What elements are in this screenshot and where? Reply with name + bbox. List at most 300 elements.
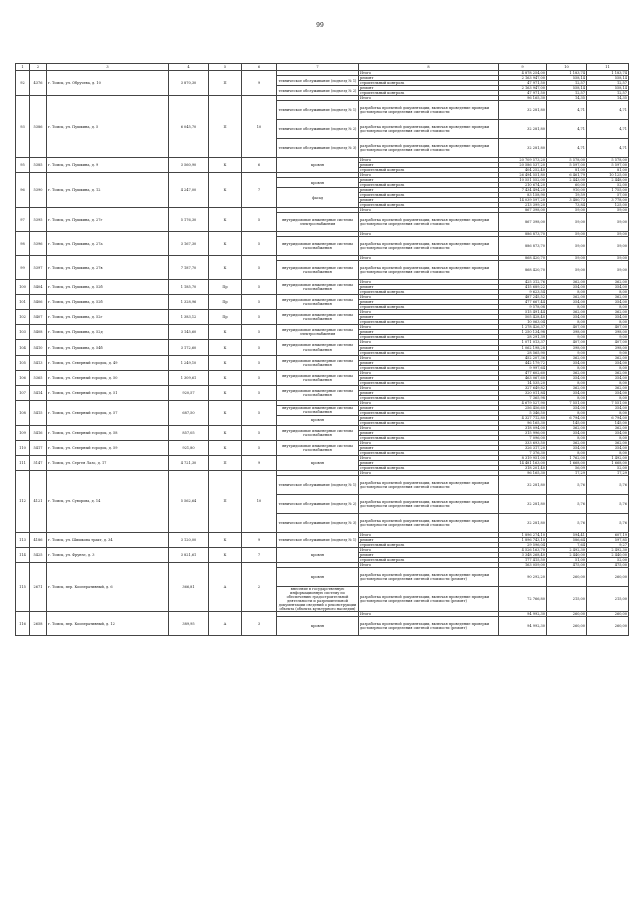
cost-cell: 28 565,90 xyxy=(499,350,547,355)
category-cell: К xyxy=(209,370,242,385)
service-type-cell: ремонт xyxy=(359,552,499,557)
limit-cost-cell: 59,00 xyxy=(587,256,629,261)
service-type-cell: разработка проектной документации, включая проведение проверки достоверности определения сметной стоимости (ремонт) xyxy=(359,587,499,612)
cost-cell: 32 281,80 xyxy=(499,101,547,120)
unit-cost-cell: 398,00 xyxy=(547,345,587,350)
floors-cell: 9 xyxy=(242,532,277,547)
category-cell: Пр xyxy=(209,280,242,295)
limit-cost-cell: 407,00 xyxy=(587,340,629,345)
unit-cost-cell: 8,00 xyxy=(547,450,587,455)
floors-cell: 3 xyxy=(242,612,277,636)
limit-cost-cell: 354,00 xyxy=(587,315,629,320)
service-type-cell: Итого xyxy=(359,370,499,375)
row-number-cell: 98 xyxy=(16,232,30,256)
service-type-cell: Итого xyxy=(359,96,499,101)
service-type-cell: Итого xyxy=(359,256,499,261)
work-type-cell: кровля xyxy=(277,178,359,188)
unit-cost-cell: 558,14 xyxy=(547,86,587,91)
floors-cell: 5 xyxy=(242,232,277,256)
address-cell: г. Томск, ул. Пушкина, д. 54б xyxy=(47,340,169,355)
address-cell: г. Томск, ул. Северный городок, д. 58 xyxy=(47,425,169,440)
limit-cost-cell: 407,00 xyxy=(587,325,629,330)
area-cell: 3 120,00 xyxy=(169,532,209,547)
floors-cell: 5 xyxy=(242,310,277,325)
limit-cost-cell: 125,00 xyxy=(587,203,629,208)
service-type-cell: строительный контроль xyxy=(359,168,499,173)
cost-cell: 327 649,82 xyxy=(499,385,547,390)
floors-cell: 5 xyxy=(242,325,277,340)
address-cell: г. Томск, ул. Пушкина, д. 5 xyxy=(47,96,169,158)
work-type-cell: техническое обслуживание (подъезд № 1) xyxy=(277,475,359,494)
category-cell: К xyxy=(209,385,242,400)
address-cell: г. Томск, пер. Кооперативный, д. 6 xyxy=(47,563,169,612)
limit-cost-cell: 59,00 xyxy=(587,237,629,256)
cost-cell: 26 494 551,80 xyxy=(499,173,547,178)
category-cell: П xyxy=(209,96,242,158)
unit-cost-cell: 354,00 xyxy=(547,375,587,380)
column-number: 2 xyxy=(30,64,47,71)
cost-cell: 4 679 527,90 xyxy=(499,400,547,405)
service-type-cell: ремонт xyxy=(359,360,499,365)
unit-cost-cell: 5,76 xyxy=(547,494,587,513)
cost-cell: 425 312,76 xyxy=(499,280,547,285)
unit-cost-cell: 407,00 xyxy=(547,325,587,330)
area-cell: 1 309,61 xyxy=(169,370,209,385)
service-type-cell: строительный контроль xyxy=(359,420,499,425)
floors-cell: 5 xyxy=(242,355,277,370)
service-type-cell: Итого xyxy=(359,71,499,76)
row-number-cell: 106 xyxy=(16,370,30,385)
house-id-cell: 5406 xyxy=(30,295,47,310)
work-type-cell: кровля xyxy=(277,547,359,562)
house-id-cell: 5147 xyxy=(30,455,47,470)
category-cell: А xyxy=(209,612,242,636)
unit-cost-cell: 910,00 xyxy=(547,188,587,193)
address-cell: г. Томск, ул. Пушкина, д. 52б xyxy=(47,295,169,310)
house-id-cell: 5416 xyxy=(30,425,47,440)
limit-cost-cell: 7 551,00 xyxy=(587,400,629,405)
service-type-cell: ремонт xyxy=(359,460,499,465)
cost-cell: 886 873,70 xyxy=(499,237,547,256)
cost-cell: 47 971,50 xyxy=(499,91,547,96)
cost-cell: 20 709 573,20 xyxy=(499,158,547,163)
limit-cost-cell: 8,00 xyxy=(587,290,629,295)
limit-cost-cell: 52,00 xyxy=(587,465,629,470)
cost-cell: 452 207,36 xyxy=(499,355,547,360)
limit-cost-cell: 260,00 xyxy=(587,617,629,636)
limit-cost-cell: 12,57 xyxy=(587,91,629,96)
limit-cost-cell: 59,00 xyxy=(587,213,629,232)
service-type-cell: Итого xyxy=(359,355,499,360)
limit-cost-cell: 362,00 xyxy=(587,355,629,360)
address-cell: г. Томск, ул. Пушкина, д. 52д xyxy=(47,325,169,340)
limit-cost-cell: 2 448,00 xyxy=(587,178,629,183)
unit-cost-cell: 558,14 xyxy=(547,76,587,81)
limit-cost-cell: 5,76 xyxy=(587,513,629,532)
row-number-cell: 92 xyxy=(16,71,30,96)
unit-cost-cell: 73,84 xyxy=(547,203,587,208)
service-type-cell: ремонт xyxy=(359,330,499,335)
unit-cost-cell: 2 440,00 xyxy=(547,552,587,557)
unit-cost-cell: 60,00 xyxy=(547,183,587,188)
house-id-cell: 5385 xyxy=(30,158,47,173)
cost-cell: 96 165,30 xyxy=(499,420,547,425)
unit-cost-cell: 362,00 xyxy=(547,370,587,375)
unit-cost-cell: 14,35 xyxy=(547,96,587,101)
house-id-cell: 5413 xyxy=(30,355,47,370)
cost-cell: 9 578,08 xyxy=(499,305,547,310)
cost-cell: 7 365,98 xyxy=(499,395,547,400)
category-cell: П xyxy=(209,470,242,532)
cost-cell: 29 596,04 xyxy=(499,542,547,547)
category-cell: К xyxy=(209,256,242,280)
house-id-cell: 5415 xyxy=(30,400,47,425)
limit-cost-cell: 52,00 xyxy=(587,183,629,188)
unit-cost-cell: 586,64 xyxy=(547,537,587,542)
work-type-cell: внутридомовые инженерные системы газоснабжения xyxy=(277,405,359,415)
floors-cell: 9 xyxy=(242,71,277,96)
area-cell: 3 167,30 xyxy=(169,232,209,256)
service-type-cell: Итого xyxy=(359,532,499,537)
limit-cost-cell: 354,00 xyxy=(587,285,629,290)
cost-cell: 477 602,60 xyxy=(499,370,547,375)
work-type-cell: внутридомовые инженерные системы газоснабжения xyxy=(277,370,359,385)
cost-cell: 28 291,39 xyxy=(499,335,547,340)
row-number-cell: 114 xyxy=(16,547,30,562)
work-type-cell: кровля xyxy=(277,455,359,470)
unit-cost-cell: 51,00 xyxy=(547,557,587,562)
service-type-cell: Итого xyxy=(359,612,499,617)
cost-cell: 7 376,30 xyxy=(499,450,547,455)
cost-cell: 210 674,20 xyxy=(499,183,547,188)
area-cell: 4 247,00 xyxy=(169,173,209,208)
table-row xyxy=(16,340,629,345)
work-type-cell: внутридомовые инженерные системы газоснабжения xyxy=(277,261,359,280)
cost-cell: 4 327 712,80 xyxy=(499,415,547,420)
service-type-cell: ремонт xyxy=(359,430,499,435)
unit-cost-cell: 4,71 xyxy=(547,139,587,158)
service-type-cell: строительный контроль xyxy=(359,395,499,400)
address-cell: г. Томск, ул. Северный городок, д. 57 xyxy=(47,400,169,425)
service-type-cell: ремонт xyxy=(359,415,499,420)
unit-cost-cell: 8,00 xyxy=(547,380,587,385)
cost-cell: 2 163 947,00 xyxy=(499,76,547,81)
service-type-cell: ремонт xyxy=(359,198,499,203)
service-type-cell: ремонт xyxy=(359,86,499,91)
limit-cost-cell: 9,00 xyxy=(587,350,629,355)
area-cell: 1 383,12 xyxy=(169,310,209,325)
area-cell: 389,95 xyxy=(169,612,209,636)
address-cell: г. Томск, ул. Пушкина, д. 9 xyxy=(47,158,169,173)
unit-cost-cell: 59,00 xyxy=(547,256,587,261)
house-id-cell: 5417 xyxy=(30,440,47,455)
limit-cost-cell: 4,71 xyxy=(587,120,629,139)
category-cell: К xyxy=(209,547,242,562)
service-type-cell: Итого xyxy=(359,455,499,460)
unit-cost-cell: 19,59 xyxy=(547,193,587,198)
cost-cell: 318 094,00 xyxy=(499,425,547,430)
unit-cost-cell: 260,00 xyxy=(547,617,587,636)
category-cell: К xyxy=(209,532,242,547)
row-number-cell: 110 xyxy=(16,440,30,455)
unit-cost-cell: 9,00 xyxy=(547,350,587,355)
floors-cell: 9 xyxy=(242,455,277,470)
unit-cost-cell: 8,00 xyxy=(547,305,587,310)
work-type-cell: техническое обслуживание (подъезд № 1) xyxy=(277,101,359,120)
column-number: 5 xyxy=(209,64,242,71)
table-row xyxy=(16,280,629,285)
service-type-cell: Итого xyxy=(359,158,499,163)
house-id-cell: 5425 xyxy=(30,547,47,562)
row-number-cell: 108 xyxy=(16,400,30,425)
unit-cost-cell: 407,00 xyxy=(547,340,587,345)
limit-cost-cell: 52,00 xyxy=(587,557,629,562)
table-row xyxy=(16,455,629,460)
unit-cost-cell: 8,00 xyxy=(547,410,587,415)
service-type-cell: ремонт xyxy=(359,315,499,320)
unit-cost-cell: 1 183,74 xyxy=(547,71,587,76)
category-cell: К xyxy=(209,425,242,440)
service-type-cell: разработка проектной документации, включая проведение проверки достоверности определения сметной стоимости xyxy=(359,475,499,494)
area-cell: 1 249,10 xyxy=(169,355,209,370)
area-cell: 6 045,70 xyxy=(169,96,209,158)
service-type-cell: строительный контроль xyxy=(359,91,499,96)
service-type-cell: ремонт xyxy=(359,188,499,193)
cost-cell: 4 526 163,70 xyxy=(499,547,547,552)
unit-cost-cell: 81,00 xyxy=(547,168,587,173)
limit-cost-cell: 260,00 xyxy=(587,612,629,617)
limit-cost-cell: 81,00 xyxy=(587,168,629,173)
service-type-cell: Итого xyxy=(359,280,499,285)
address-cell: г. Томск, ул. Шишкова тракт, д. 34 xyxy=(47,532,169,547)
address-cell: г. Томск, ул. Пушкина, д. 27г xyxy=(47,208,169,232)
cost-cell: 213 399,20 xyxy=(499,203,547,208)
cost-cell: 14 535,20 xyxy=(499,380,547,385)
cost-cell: 867 398,00 xyxy=(499,208,547,213)
house-id-cell: 5397 xyxy=(30,256,47,280)
service-type-cell: строительный контроль xyxy=(359,365,499,370)
limit-cost-cell: 354,00 xyxy=(587,300,629,305)
table-row xyxy=(16,158,629,163)
floors-cell: 5 xyxy=(242,295,277,310)
cost-cell: 463 067,60 xyxy=(499,375,547,380)
service-type-cell: разработка проектной документации, включая проведение проверки достоверности определения сметной стоимости xyxy=(359,237,499,256)
work-type-cell: внутридомовые инженерные системы газоснабжения xyxy=(277,340,359,355)
limit-cost-cell: 354,00 xyxy=(587,430,629,435)
floors-cell: 7 xyxy=(242,547,277,562)
address-cell: г. Томск, ул. Суворова, д. 14 xyxy=(47,470,169,532)
category-cell: К xyxy=(209,440,242,455)
address-cell: г. Томск, ул. Пушкина, д. 52б xyxy=(47,280,169,295)
house-id-cell: 5408 xyxy=(30,325,47,340)
service-type-cell: строительный контроль xyxy=(359,81,499,86)
limit-cost-cell: 5 578,00 xyxy=(587,158,629,163)
unit-cost-cell: 362,00 xyxy=(547,310,587,315)
limit-cost-cell: 17,29 xyxy=(587,470,629,475)
service-type-cell: ремонт xyxy=(359,163,499,168)
floors-cell: 7 xyxy=(242,173,277,208)
limit-cost-cell: 1 492,00 xyxy=(587,455,629,460)
limit-cost-cell: 8,00 xyxy=(587,365,629,370)
area-cell: 3 145,60 xyxy=(169,325,209,340)
house-id-cell: 5407 xyxy=(30,310,47,325)
limit-cost-cell: 5,76 xyxy=(587,494,629,513)
area-cell: 857,05 xyxy=(169,425,209,440)
house-id-cell: 5410 xyxy=(30,340,47,355)
cost-cell: 4 878 254,00 xyxy=(499,71,547,76)
cost-cell: 163 059,00 xyxy=(499,563,547,568)
column-number: 7 xyxy=(277,64,359,71)
unit-cost-cell: 354,00 xyxy=(547,300,587,305)
limit-cost-cell: 4,71 xyxy=(587,139,629,158)
limit-cost-cell: 8,00 xyxy=(587,450,629,455)
service-type-cell: разработка проектной документации, включая проведение проверки достоверности определения сметной стоимости xyxy=(359,120,499,139)
service-type-cell: Итого xyxy=(359,310,499,315)
service-type-cell: строительный контроль xyxy=(359,450,499,455)
unit-cost-cell: 215,00 xyxy=(547,587,587,612)
service-type-cell: разработка проектной документации, включая проведение проверки достоверности определения сметной стоимости (ремонт) xyxy=(359,617,499,636)
floors-cell: 2 xyxy=(242,563,277,612)
cost-cell: 14 039 597,20 xyxy=(499,198,547,203)
limit-cost-cell: 1 183,74 xyxy=(587,71,629,76)
category-cell: Пр xyxy=(209,310,242,325)
floors-cell: 5 xyxy=(242,400,277,425)
unit-cost-cell: 354,00 xyxy=(547,430,587,435)
service-type-cell: строительный контроль xyxy=(359,557,499,562)
area-cell: 5 176,30 xyxy=(169,208,209,232)
unit-cost-cell: 354,00 xyxy=(547,360,587,365)
work-type-cell: внутридомовые инженерные системы газоснабжения xyxy=(277,280,359,295)
limit-cost-cell: 362,00 xyxy=(587,425,629,430)
limit-cost-cell: 10 125,00 xyxy=(587,173,629,178)
limit-cost-cell: 354,00 xyxy=(587,360,629,365)
unit-cost-cell: 6 461,79 xyxy=(547,173,587,178)
service-type-cell: строительный контроль xyxy=(359,542,499,547)
area-cell: 5 562,64 xyxy=(169,470,209,532)
service-type-cell: Итого xyxy=(359,440,499,445)
cost-cell: 1 278 426,37 xyxy=(499,325,547,330)
unit-cost-cell: 8,00 xyxy=(547,395,587,400)
service-type-cell: Итого xyxy=(359,208,499,213)
address-cell: г. Томск, ул. Северный городок, д. 50 xyxy=(47,370,169,385)
limit-cost-cell: 145,00 xyxy=(587,420,629,425)
cost-cell: 886 873,70 xyxy=(499,232,547,237)
service-type-cell: разработка проектной документации, включая проведение проверки достоверности определения сметной стоимости (ремонт) xyxy=(359,568,499,587)
service-type-cell: строительный контроль xyxy=(359,203,499,208)
unit-cost-cell: 1 762,00 xyxy=(547,455,587,460)
unit-cost-cell: 362,00 xyxy=(547,425,587,430)
limit-cost-cell: 362,00 xyxy=(587,440,629,445)
area-cell: 3 870,30 xyxy=(169,71,209,96)
column-number: 9 xyxy=(499,64,547,71)
cost-cell: 868 420,70 xyxy=(499,256,547,261)
category-cell: К xyxy=(209,325,242,340)
unit-cost-cell: 56,09 xyxy=(547,465,587,470)
address-cell: г. Томск, ул. Северный городок, д. 59 xyxy=(47,440,169,455)
unit-cost-cell: 59,00 xyxy=(547,208,587,213)
cost-cell: 14 481 163,00 xyxy=(499,460,547,465)
column-number: 6 xyxy=(242,64,277,71)
limit-cost-cell: 5,76 xyxy=(587,475,629,494)
house-id-cell: 4376 xyxy=(30,71,47,96)
work-type-cell: внутридомовые инженерные системы газоснабжения xyxy=(277,295,359,310)
limit-cost-cell: 215,00 xyxy=(587,587,629,612)
work-type-cell: внутридомовые инженерные системы газоснабжения xyxy=(277,425,359,440)
cost-cell: 7 434 494,20 xyxy=(499,188,547,193)
floors-cell: 5 xyxy=(242,440,277,455)
area-cell: 3 821,61 xyxy=(169,547,209,562)
row-number-cell: 95 xyxy=(16,158,30,173)
work-type-cell: техническое обслуживание (подъезд № 3) xyxy=(277,513,359,532)
row-number-cell: 99 xyxy=(16,256,30,280)
service-type-cell: строительный контроль xyxy=(359,435,499,440)
work-type-cell: внутридомовые инженерные системы газоснабжения xyxy=(277,237,359,256)
limit-cost-cell: 558,14 xyxy=(587,86,629,91)
cost-cell: 177 415,50 xyxy=(499,557,547,562)
house-id-cell: 4186 xyxy=(30,532,47,547)
unit-cost-cell: 354,00 xyxy=(547,390,587,395)
row-number-cell: 96 xyxy=(16,173,30,208)
cost-cell: 487 245,52 xyxy=(499,295,547,300)
unit-cost-cell: 4,71 xyxy=(547,101,587,120)
cost-cell: 415 689,22 xyxy=(499,285,547,290)
work-type-cell: техническое обслуживание (подъезд № 2) xyxy=(277,120,359,139)
floors-cell: 10 xyxy=(242,470,277,532)
limit-cost-cell: 362,00 xyxy=(587,280,629,285)
table-row xyxy=(16,355,629,360)
column-number: 10 xyxy=(547,64,587,71)
unit-cost-cell: 59,00 xyxy=(547,237,587,256)
column-number: 11 xyxy=(587,64,629,71)
table-row xyxy=(16,295,629,300)
unit-cost-cell: 354,00 xyxy=(547,315,587,320)
service-type-cell: Итого xyxy=(359,547,499,552)
unit-cost-cell: 5,76 xyxy=(547,513,587,532)
category-cell: К xyxy=(209,208,242,232)
limit-cost-cell: 607,19 xyxy=(587,532,629,537)
address-cell: г. Томск, ул. Пушкина, д. 27в xyxy=(47,256,169,280)
unit-cost-cell: 354,00 xyxy=(547,285,587,290)
cost-cell: 318 201,40 xyxy=(499,465,547,470)
cost-cell: 1 896 274,10 xyxy=(499,532,547,537)
limit-cost-cell: 362,00 xyxy=(587,385,629,390)
cost-cell: 320 011,84 xyxy=(499,390,547,395)
floors-cell: 10 xyxy=(242,96,277,158)
limit-cost-cell: 354,00 xyxy=(587,445,629,450)
address-cell: г. Томск, пер. Кооперативный, д. 12 xyxy=(47,612,169,636)
area-cell: 3 172,60 xyxy=(169,340,209,355)
limit-cost-cell: 558,14 xyxy=(587,76,629,81)
address-cell: г. Томск, ул. Пушкина, д. 27а xyxy=(47,232,169,256)
cost-cell: 7 096,00 xyxy=(499,435,547,440)
cost-cell: 96 165,30 xyxy=(499,96,547,101)
limit-cost-cell: 59,00 xyxy=(587,232,629,237)
work-type-cell: техническое обслуживание (подъезд № 2) xyxy=(277,86,359,96)
unit-cost-cell: 7,64 xyxy=(547,542,587,547)
limit-cost-cell: 354,00 xyxy=(587,390,629,395)
row-number-cell: 104 xyxy=(16,340,30,355)
limit-cost-cell: 398,00 xyxy=(587,345,629,350)
work-type-cell: техническое обслуживание (подъезд № 2) xyxy=(277,494,359,513)
unit-cost-cell: 5 578,00 xyxy=(547,158,587,163)
table-row xyxy=(16,440,629,445)
column-number-row xyxy=(16,64,629,71)
cost-cell: 1 062 198,28 xyxy=(499,345,547,350)
unit-cost-cell: 3 480,73 xyxy=(547,198,587,203)
cost-cell: 3 348 268,40 xyxy=(499,552,547,557)
work-type-cell: внутридомовые инженерные системы электроснабжения xyxy=(277,325,359,340)
unit-cost-cell: 59,00 xyxy=(547,261,587,280)
